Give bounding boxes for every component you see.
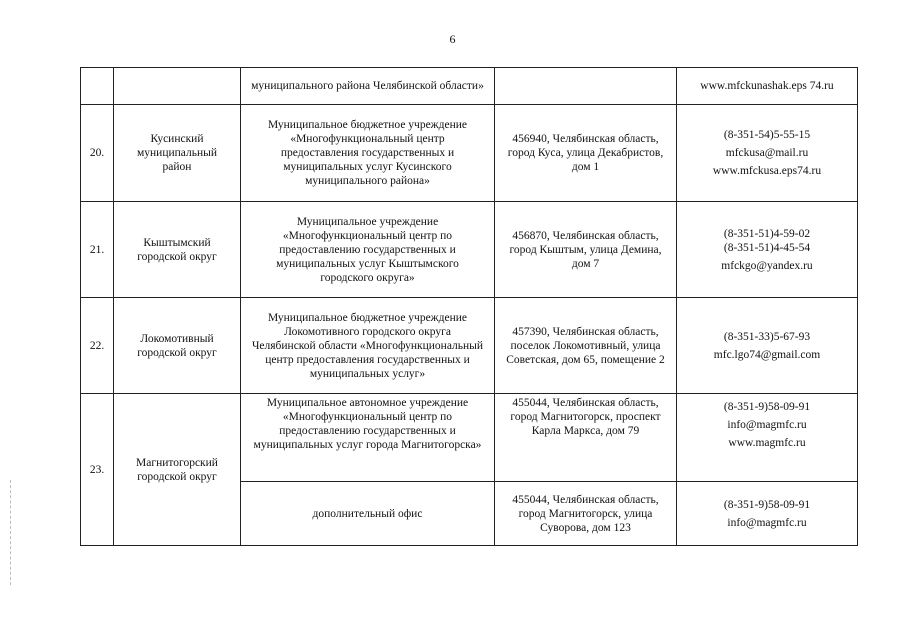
organization-line: муниципальных услуг» bbox=[309, 367, 426, 380]
address-line: город Кыштым, улица Демина, bbox=[509, 243, 662, 256]
organization-line: муниципального района» bbox=[305, 175, 430, 187]
area-cell bbox=[114, 105, 241, 202]
organization-cell bbox=[241, 394, 495, 482]
address-cell bbox=[495, 298, 677, 394]
email-link[interactable]: mfckgo@yandex.ru bbox=[721, 259, 813, 272]
phone-number: (8-351-51)4-45-54 bbox=[723, 241, 811, 254]
area-line: муниципальный bbox=[136, 147, 218, 159]
area-line: район bbox=[162, 161, 192, 173]
email-link[interactable]: mfc.lgo74@gmail.com bbox=[713, 348, 821, 361]
email-link[interactable]: mfckusa@mail.ru bbox=[725, 147, 809, 159]
area-cell bbox=[114, 394, 241, 546]
organization-line: Муниципальное бюджетное учреждение bbox=[267, 311, 468, 324]
area-line: Магнитогорский bbox=[136, 456, 218, 469]
website-link[interactable]: www.magmfc.ru bbox=[728, 437, 806, 449]
phone-number: (8-351-51)4-59-02 bbox=[723, 227, 811, 240]
table-row bbox=[81, 298, 858, 394]
address-line: Суворова, дом 123 bbox=[540, 521, 631, 534]
address-line: город Магнитогорск, проспект bbox=[510, 411, 661, 423]
organization-line: Муниципальное автономное учреждение bbox=[266, 397, 469, 409]
row-number-cell: 21. bbox=[81, 202, 114, 298]
organization-line: «Многофункциональный центр по bbox=[282, 229, 453, 242]
table-body bbox=[81, 68, 858, 546]
contacts-cell bbox=[677, 105, 858, 202]
website-link[interactable]: www.mfckusa.eps74.ru bbox=[712, 165, 822, 177]
contacts-cell bbox=[677, 298, 858, 394]
phone-number: (8-351-9)58-09-91 bbox=[723, 401, 811, 413]
address-cell bbox=[495, 202, 677, 298]
area-line: Локомотивный bbox=[140, 332, 214, 345]
address-line: Советская, дом 65, помещение 2 bbox=[506, 353, 665, 366]
organization-line: предоставления государственных и bbox=[280, 147, 455, 159]
address-cell bbox=[495, 105, 677, 202]
area-line: городской округ bbox=[137, 470, 217, 483]
address-line: дом 7 bbox=[571, 257, 600, 270]
table-row bbox=[81, 68, 858, 105]
address-line: 455044, Челябинская область, bbox=[512, 493, 659, 506]
address-line: 457390, Челябинская область, bbox=[512, 325, 659, 338]
row-number-cell: 20. bbox=[81, 105, 114, 202]
area-line: Кыштымский bbox=[143, 236, 211, 249]
area-cell bbox=[114, 202, 241, 298]
website-link[interactable]: www.mfckunashak.eps 74.ru bbox=[700, 80, 834, 92]
organization-line: Муниципальное учреждение bbox=[296, 215, 439, 228]
organization-line: муниципальных услуг Кыштымского bbox=[276, 257, 459, 270]
organization-cell bbox=[241, 482, 495, 546]
organization-cell bbox=[241, 298, 495, 394]
organization-line: муниципальных услуг города Магнитогорска» bbox=[253, 439, 482, 451]
organization-line: Муниципальное бюджетное учреждение bbox=[267, 119, 468, 131]
contacts-cell bbox=[677, 394, 858, 482]
organization-cell bbox=[241, 68, 495, 105]
mfc-registry-table bbox=[80, 67, 858, 546]
address-cell bbox=[495, 394, 677, 482]
organization-cell bbox=[241, 105, 495, 202]
address-line: дом 1 bbox=[571, 161, 600, 173]
address-line: город Магнитогорск, улица bbox=[518, 507, 653, 520]
address-line: Карла Маркса, дом 79 bbox=[531, 425, 640, 437]
organization-line: Локомотивного городского округа bbox=[284, 325, 451, 338]
email-link[interactable]: info@magmfc.ru bbox=[727, 516, 807, 529]
organization-line: муниципальных услуг Кусинского bbox=[283, 161, 452, 173]
organization-line: предоставлению государственных и bbox=[279, 243, 456, 256]
organization-cell bbox=[241, 202, 495, 298]
address-line: 456870, Челябинская область, bbox=[512, 229, 659, 242]
row-number-cell bbox=[81, 68, 114, 105]
address-cell bbox=[495, 482, 677, 546]
organization-line: муниципального района Челябинской области» bbox=[251, 80, 484, 92]
area-cell bbox=[114, 68, 241, 105]
area-cell bbox=[114, 298, 241, 394]
row-number-cell: 22. bbox=[81, 298, 114, 394]
contacts-cell bbox=[677, 482, 858, 546]
organization-line: центр предоставления государственных и bbox=[265, 353, 470, 366]
email-link[interactable]: info@magmfc.ru bbox=[727, 419, 807, 431]
address-line: город Куса, улица Декабристов, bbox=[507, 147, 664, 159]
organization-line: предоставлению государственных и bbox=[279, 425, 456, 437]
address-line: поселок Локомотивный, улица bbox=[510, 339, 661, 352]
table-row bbox=[81, 202, 858, 298]
table-row bbox=[81, 105, 858, 202]
address-line: 456940, Челябинская область, bbox=[512, 133, 659, 145]
address-cell bbox=[495, 68, 677, 105]
organization-line: городского округа» bbox=[320, 271, 415, 284]
address-line: 455044, Челябинская область, bbox=[512, 397, 659, 409]
phone-number: (8-351-33)5-67-93 bbox=[723, 330, 811, 343]
page-number: 6 bbox=[449, 32, 456, 46]
table-row bbox=[81, 394, 858, 482]
organization-line: «Многофункциональный центр bbox=[290, 133, 445, 145]
area-line: городской округ bbox=[137, 250, 217, 263]
area-line: Кусинский bbox=[150, 133, 204, 145]
organization-line: «Многофункциональный центр по bbox=[282, 411, 453, 423]
phone-number: (8-351-9)58-09-91 bbox=[723, 498, 811, 511]
organization-line: дополнительный офис bbox=[312, 507, 423, 520]
row-number-cell: 23. bbox=[81, 394, 114, 546]
margin-mark bbox=[10, 480, 12, 585]
contacts-cell bbox=[677, 202, 858, 298]
phone-number: (8-351-54)5-55-15 bbox=[723, 129, 811, 141]
contacts-cell bbox=[677, 68, 858, 105]
area-line: городской округ bbox=[137, 346, 217, 359]
organization-line: Челябинской области «Многофункциональный bbox=[251, 339, 484, 352]
